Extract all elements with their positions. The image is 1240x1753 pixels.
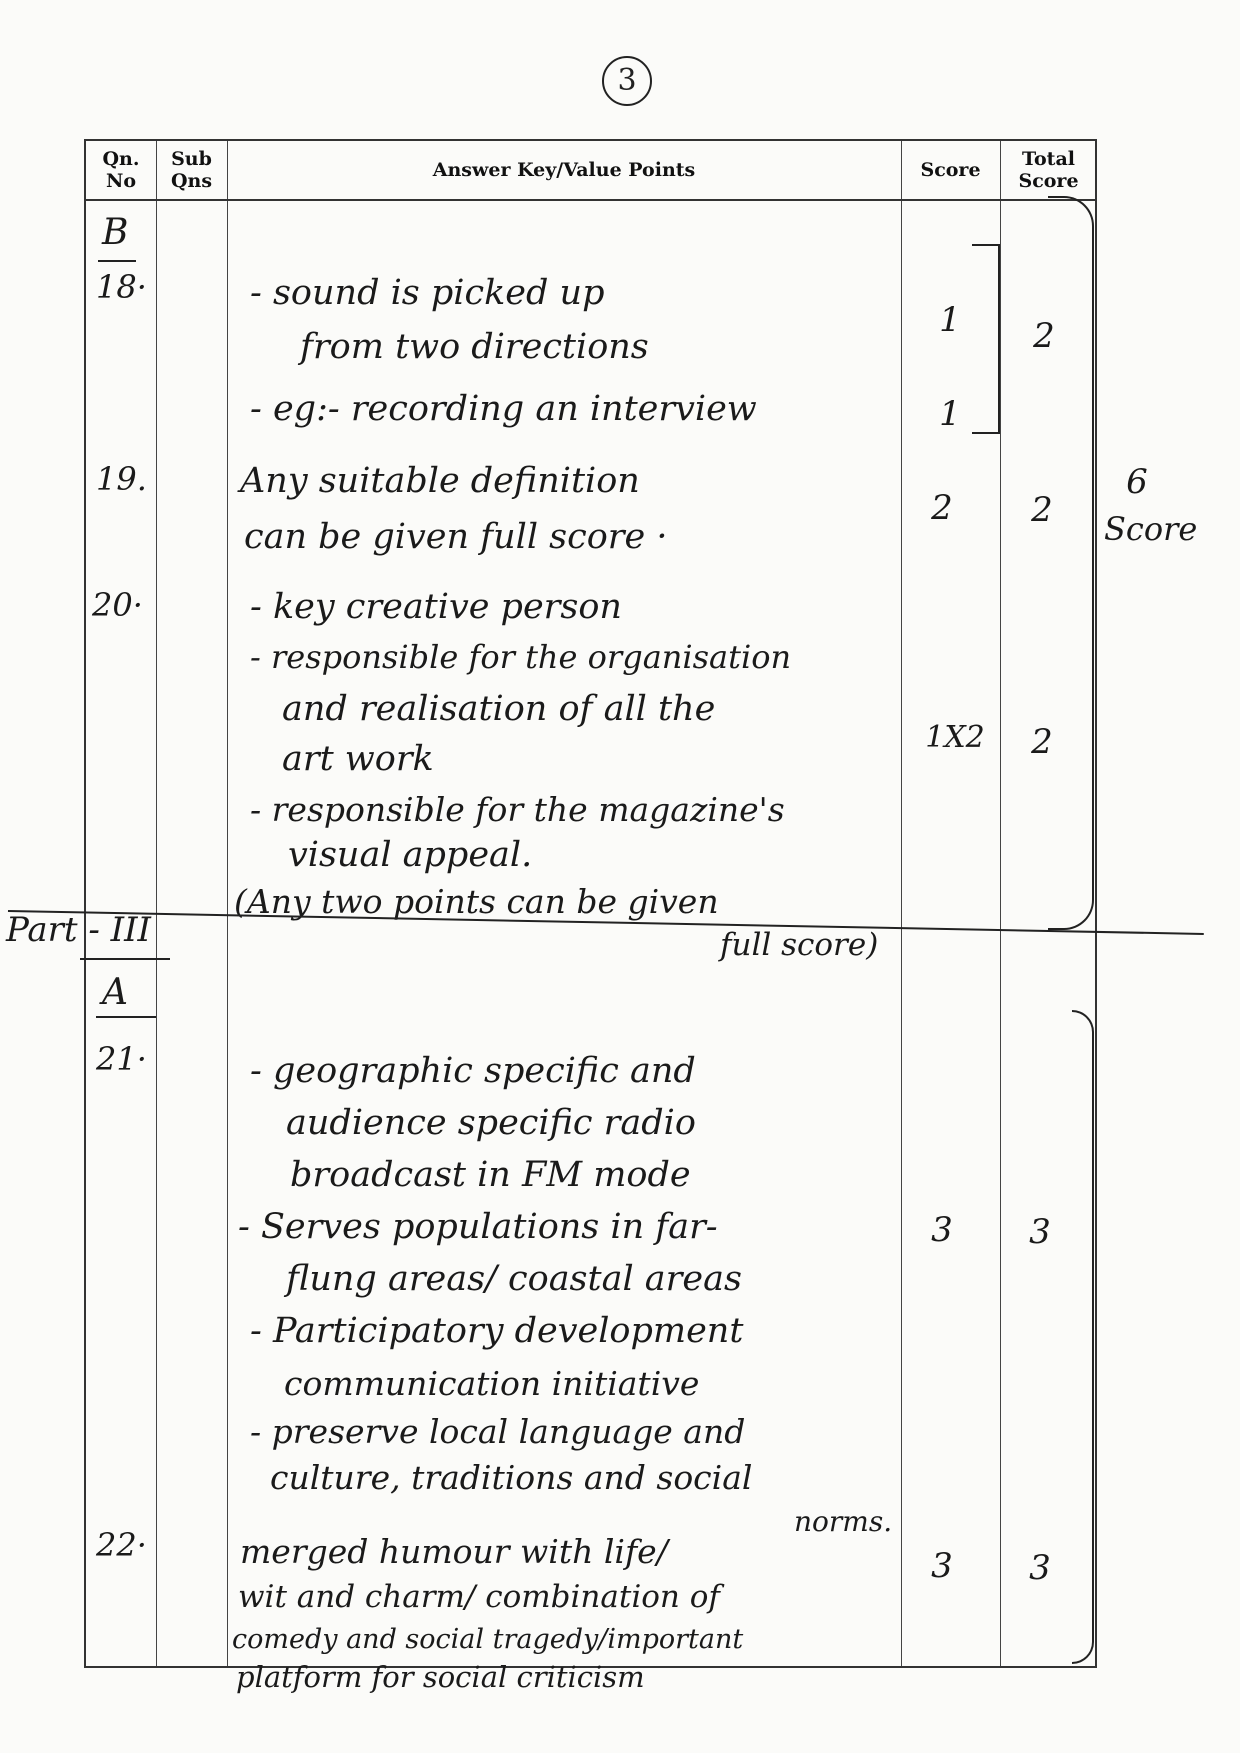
q18-score-brace <box>972 244 1000 434</box>
header-answer-key: Answer Key/Value Points <box>432 159 696 181</box>
header-qn-no: Qn. No <box>102 148 140 192</box>
q19-number: 19. <box>96 460 147 498</box>
group-total-brace <box>1048 196 1094 930</box>
q21-line-6: - Participatory development <box>250 1311 744 1351</box>
q20-line-4: art work <box>282 739 434 779</box>
section-b-label: B <box>102 212 129 253</box>
q20-line-7: (Any two points can be given <box>234 882 719 921</box>
q20-line-1: - key creative person <box>250 587 622 627</box>
group-total-value: 6 <box>1126 462 1148 502</box>
q22-line-4: platform for social criticism <box>236 1660 645 1694</box>
q21-line-9: culture, traditions and social <box>270 1458 753 1497</box>
page-number: 3 <box>602 56 652 106</box>
q20-line-5: - responsible for the magazine's <box>250 790 785 829</box>
q22-line-2: wit and charm/ combination of <box>238 1579 720 1615</box>
q22-line-3: comedy and social tragedy/important <box>232 1624 744 1655</box>
column-divider <box>227 141 228 1666</box>
q20-line-2: - responsible for the organisation <box>250 638 792 676</box>
q21-line-1: - geographic specific and <box>250 1051 696 1091</box>
q22-score: 3 <box>931 1546 953 1586</box>
part-label-underline <box>80 958 170 960</box>
q22-line-1: merged humour with life/ <box>240 1532 668 1571</box>
q22-total: 3 <box>1029 1548 1051 1588</box>
q19-line-1: Any suitable definition <box>240 461 640 501</box>
header-total-score: Total Score <box>1018 148 1079 192</box>
column-divider <box>156 141 157 1666</box>
q18-score-2: 1 <box>939 394 961 434</box>
q18-line-3: - eg:- recording an interview <box>250 389 757 429</box>
group-total-label: Score <box>1104 510 1198 548</box>
q21-line-4: - Serves populations in far- <box>238 1207 718 1247</box>
section-a-underline <box>96 1016 156 1018</box>
q19-score: 2 <box>931 488 953 528</box>
part-label: Part - III <box>6 910 151 950</box>
column-divider <box>1000 141 1001 1666</box>
q18-line-1: - sound is picked up <box>250 273 605 313</box>
q20-total: 2 <box>1031 722 1053 762</box>
q20-line-6: visual appeal. <box>288 835 533 875</box>
q22-number: 22· <box>96 1526 147 1564</box>
q18-line-2: from two directions <box>300 327 649 367</box>
q21-score: 3 <box>931 1210 953 1250</box>
section-b-underline <box>98 260 136 262</box>
q21-line-8: - preserve local language and <box>250 1412 746 1451</box>
q20-line-8: full score) <box>720 927 879 963</box>
q19-line-2: can be given full score · <box>244 517 668 557</box>
q21-total: 3 <box>1029 1212 1051 1252</box>
header-divider <box>86 199 1095 201</box>
q21-number: 21· <box>96 1040 147 1078</box>
q20-number: 20· <box>92 586 143 624</box>
q19-total: 2 <box>1031 490 1053 530</box>
q21-line-10: norms. <box>794 1505 893 1538</box>
part-iii-brace <box>1072 1010 1094 1664</box>
q20-score: 1X2 <box>925 720 985 755</box>
q20-line-3: and realisation of all the <box>282 689 716 729</box>
q21-line-7: communication initiative <box>284 1364 700 1403</box>
q21-line-3: broadcast in FM mode <box>290 1155 691 1195</box>
q21-line-5: flung areas/ coastal areas <box>286 1259 742 1299</box>
header-score: Score <box>920 159 981 181</box>
column-divider <box>901 141 902 1666</box>
header-sub-qns: Sub Qns <box>170 148 213 192</box>
q18-number: 18· <box>96 268 147 306</box>
q21-line-2: audience specific radio <box>286 1103 696 1143</box>
q18-score-1: 1 <box>939 300 961 340</box>
q18-total: 2 <box>1033 316 1055 356</box>
section-a-label: A <box>102 972 128 1013</box>
